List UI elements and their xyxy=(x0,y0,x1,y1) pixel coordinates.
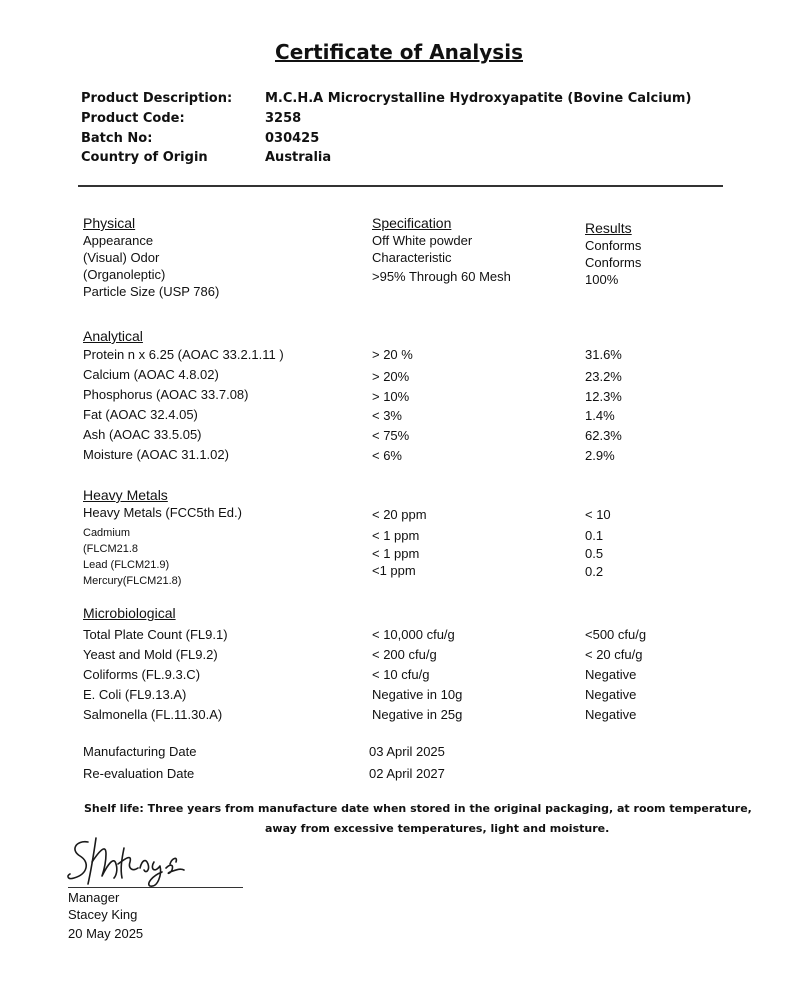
signatory-role: Manager xyxy=(68,890,120,905)
analytical-spec: > 20% xyxy=(372,369,410,384)
analytical-spec: > 10% xyxy=(372,389,410,404)
reevaluation-date: 02 April 2027 xyxy=(369,766,445,781)
manufacturing-date-label: Manufacturing Date xyxy=(83,744,197,759)
analytical-heading: Analytical xyxy=(83,328,143,344)
micro-label: Yeast and Mold (FL9.2) xyxy=(83,647,218,662)
micro-result: Negative xyxy=(585,667,637,682)
analytical-spec: < 3% xyxy=(372,408,402,423)
product-code-label: Product Code: xyxy=(81,111,185,126)
micro-spec: Negative in 10g xyxy=(372,687,463,702)
metal-result: 0.2 xyxy=(585,564,604,579)
micro-result: < 20 cfu/g xyxy=(585,647,643,662)
metal-label: Cadmium xyxy=(83,527,131,539)
physical-label: (Organoleptic) xyxy=(83,267,166,282)
signature-date: 20 May 2025 xyxy=(68,926,144,941)
micro-label: E. Coli (FL9.13.A) xyxy=(83,687,187,702)
micro-spec: Negative in 25g xyxy=(372,707,463,722)
specification-heading: Specification xyxy=(372,215,452,231)
analytical-spec: < 75% xyxy=(372,428,410,443)
country: Australia xyxy=(265,150,332,165)
shelf-life-line1: Shelf life: Three years from manufacture date when stored in the original packaging, at room temperature, xyxy=(84,802,752,815)
metal-label: Lead (FLCM21.9) xyxy=(83,559,170,571)
metal-spec: < 1 ppm xyxy=(372,528,420,543)
physical-result: Conforms xyxy=(585,238,642,253)
results-heading: Results xyxy=(585,220,632,236)
heavy-metals-result: < 10 xyxy=(585,507,611,522)
micro-spec: < 10,000 cfu/g xyxy=(372,627,455,642)
physical-label: Particle Size (USP 786) xyxy=(83,284,220,299)
manufacturing-date: 03 April 2025 xyxy=(369,744,445,759)
physical-result: Conforms xyxy=(585,255,642,270)
analytical-result: 31.6% xyxy=(585,347,622,362)
analytical-label: Phosphorus (AOAC 33.7.08) xyxy=(83,387,249,402)
signatory-name: Stacey King xyxy=(68,907,138,922)
analytical-label: Moisture (AOAC 31.1.02) xyxy=(83,447,229,462)
physical-result: 100% xyxy=(585,272,619,287)
heavy-metals-spec: < 20 ppm xyxy=(372,507,427,522)
micro-spec: < 200 cfu/g xyxy=(372,647,437,662)
reevaluation-date-label: Re-evaluation Date xyxy=(83,766,195,781)
physical-spec: Characteristic xyxy=(372,250,452,265)
analytical-result: 23.2% xyxy=(585,369,622,384)
product-description-label: Product Description: xyxy=(81,91,233,106)
heavy-metals-label: Heavy Metals (FCC5th Ed.) xyxy=(83,505,242,520)
signature-image xyxy=(66,828,196,890)
analytical-result: 1.4% xyxy=(585,408,615,423)
micro-result: <500 cfu/g xyxy=(585,627,647,642)
metal-spec: <1 ppm xyxy=(372,563,416,578)
product-description: M.C.H.A Microcrystalline Hydroxyapatite (Bovine Calcium) xyxy=(265,91,692,106)
microbiological-heading: Microbiological xyxy=(83,605,176,621)
product-code: 3258 xyxy=(265,111,302,126)
micro-label: Coliforms (FL.9.3.C) xyxy=(83,667,201,682)
analytical-spec: < 6% xyxy=(372,448,402,463)
physical-label: Appearance xyxy=(83,233,154,248)
page-title: Certificate of Analysis xyxy=(275,40,523,64)
analytical-result: 2.9% xyxy=(585,448,615,463)
micro-label: Total Plate Count (FL9.1) xyxy=(83,627,228,642)
shelf-life-line2: away from excessive temperatures, light and moisture. xyxy=(265,822,610,835)
analytical-label: Calcium (AOAC 4.8.02) xyxy=(83,367,219,382)
batch-no-label: Batch No: xyxy=(81,131,153,146)
metal-label: Mercury(FLCM21.8) xyxy=(83,575,182,587)
micro-label: Salmonella (FL.11.30.A) xyxy=(83,707,223,722)
analytical-spec: > 20 % xyxy=(372,347,413,362)
metal-spec: < 1 ppm xyxy=(372,546,420,561)
header-divider xyxy=(78,185,723,187)
signature-line xyxy=(68,887,243,888)
metal-result: 0.5 xyxy=(585,546,604,561)
metal-result: 0.1 xyxy=(585,528,604,543)
physical-label: (Visual) Odor xyxy=(83,250,160,265)
physical-spec: >95% Through 60 Mesh xyxy=(372,269,511,284)
analytical-label: Fat (AOAC 32.4.05) xyxy=(83,407,198,422)
heavy-metals-heading: Heavy Metals xyxy=(83,487,168,503)
batch-no: 030425 xyxy=(265,131,320,146)
analytical-label: Protein n x 6.25 (AOAC 33.2.1.11 ) xyxy=(83,347,284,362)
analytical-result: 12.3% xyxy=(585,389,622,404)
micro-result: Negative xyxy=(585,687,637,702)
country-label: Country of Origin xyxy=(81,150,208,165)
physical-heading: Physical xyxy=(83,215,136,231)
micro-result: Negative xyxy=(585,707,637,722)
micro-spec: < 10 cfu/g xyxy=(372,667,430,682)
analytical-result: 62.3% xyxy=(585,428,622,443)
physical-spec: Off White powder xyxy=(372,233,473,248)
metal-label: (FLCM21.8 xyxy=(83,543,139,555)
analytical-label: Ash (AOAC 33.5.05) xyxy=(83,427,202,442)
